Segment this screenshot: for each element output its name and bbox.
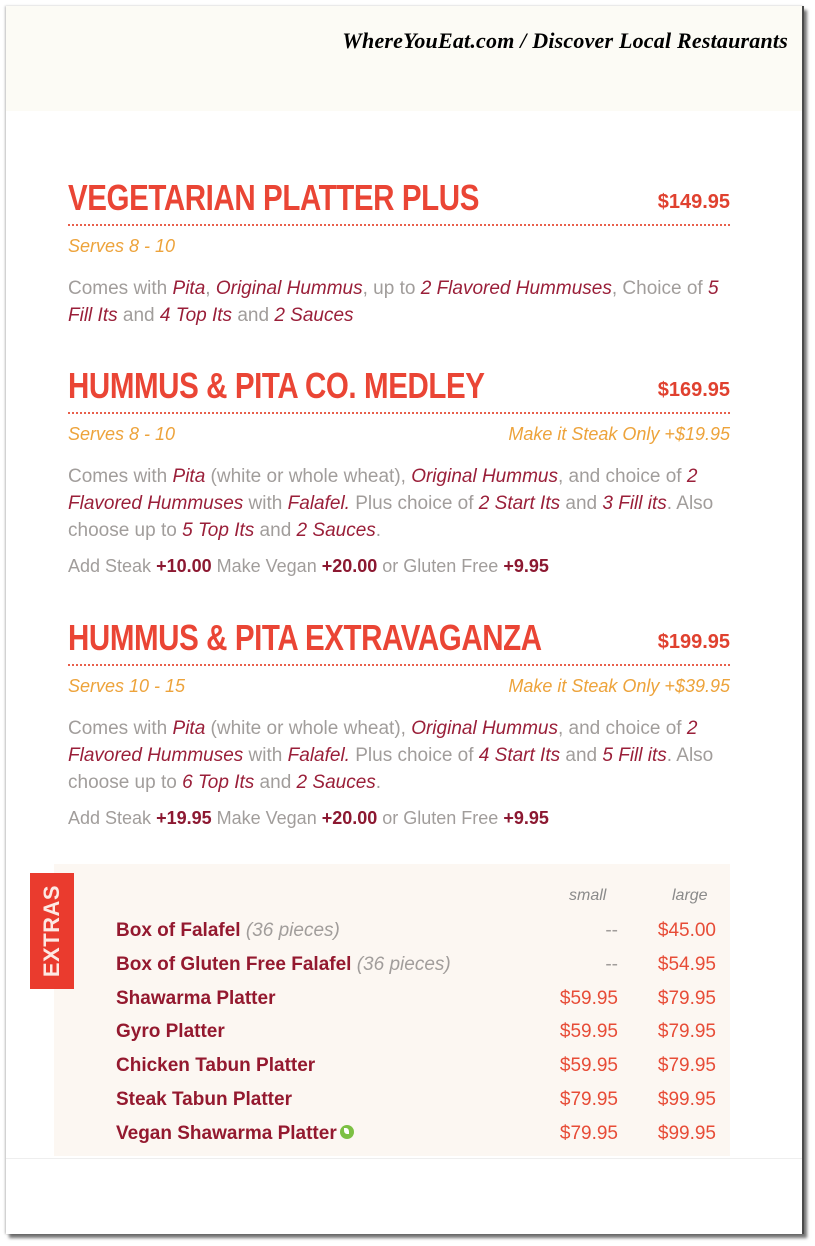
description-text: and xyxy=(254,520,297,541)
section-price: $199.95 xyxy=(657,631,730,653)
highlighted-term: 2 Sauces xyxy=(296,772,376,793)
item-note: (36 pieces) xyxy=(356,953,451,975)
item-name-text: Vegan Shawarma Platter xyxy=(116,1122,337,1144)
item-note: (36 pieces) xyxy=(245,920,340,941)
extras-item-row xyxy=(116,1021,716,1055)
price-large: $54.95 xyxy=(657,953,716,975)
description-text: , xyxy=(205,278,216,299)
addon-steak-label: Add Steak xyxy=(68,808,157,828)
highlighted-term: 2 Start Its xyxy=(478,493,561,514)
description-text: . xyxy=(375,772,382,793)
price-small: -- xyxy=(605,953,618,975)
price-large: $79.95 xyxy=(657,987,716,1009)
menu-section-vegetarian-platter xyxy=(68,178,730,329)
steak-option: Make it Steak Only +$19.95 xyxy=(508,424,730,444)
highlighted-term: Original Hummus xyxy=(215,278,363,299)
addon-gf-label: or Gluten Free xyxy=(377,556,504,576)
serves-label: Serves 10 - 15 xyxy=(68,676,186,696)
section-title: HUMMUS & PITA CO. MEDLEY xyxy=(68,365,485,406)
description-text: , and choice of xyxy=(557,466,687,487)
highlighted-term: 5 Top Its xyxy=(182,520,255,541)
highlighted-term: Falafel. xyxy=(287,493,350,514)
addon-vegan-price: +20.00 xyxy=(321,808,378,828)
item-name-text: Box of Gluten Free Falafel xyxy=(116,953,352,975)
serves-label: Serves 8 - 10 xyxy=(68,424,176,444)
description-text: with xyxy=(243,493,288,514)
highlighted-term: Pita xyxy=(172,718,206,739)
extras-item-name xyxy=(116,920,340,942)
addon-steak-price: +19.95 xyxy=(156,808,212,828)
description-text: and xyxy=(560,493,603,514)
description-text: with xyxy=(243,745,288,766)
extras-item-row xyxy=(116,1055,716,1089)
addon-steak-price: +10.00 xyxy=(156,556,212,576)
section-description xyxy=(68,275,730,329)
description-text: . Also choose up to xyxy=(68,745,714,793)
description-text: and xyxy=(232,305,275,326)
description-text: . Also choose up to xyxy=(68,493,714,541)
section-description xyxy=(68,715,730,796)
extras-item-name xyxy=(116,1021,225,1043)
highlighted-term: 4 Top Its xyxy=(159,305,233,326)
section-price: $149.95 xyxy=(657,191,730,213)
extras-tab-label: EXTRAS xyxy=(39,884,64,978)
highlighted-term: 2 Sauces xyxy=(296,520,376,541)
menu-section-medley xyxy=(68,366,730,577)
vegan-leaf-icon xyxy=(340,1125,354,1139)
item-name-text: Steak Tabun Platter xyxy=(116,1089,292,1110)
highlighted-term: 6 Top Its xyxy=(182,772,255,793)
highlighted-term: Pita xyxy=(172,466,206,487)
description-text: , and choice of xyxy=(557,718,687,739)
highlighted-term: Pita xyxy=(172,278,206,299)
description-text: , up to xyxy=(362,278,421,299)
description-text: (white or whole wheat), xyxy=(205,718,412,739)
price-large: $79.95 xyxy=(657,1021,716,1043)
addon-vegan-label: Make Vegan xyxy=(211,808,322,828)
bottom-divider xyxy=(6,1158,802,1159)
addon-gf-price: +9.95 xyxy=(503,556,549,576)
addon-vegan-label: Make Vegan xyxy=(211,556,322,576)
section-price: $169.95 xyxy=(657,379,730,401)
description-text: Comes with xyxy=(68,718,173,739)
price-small: $79.95 xyxy=(559,1122,618,1144)
dotted-divider xyxy=(68,664,730,666)
highlighted-term: 5 Fill its xyxy=(602,745,667,766)
price-small: -- xyxy=(605,920,618,941)
highlighted-term: 2 Flavored Hummuses xyxy=(420,278,612,299)
extras-item-name xyxy=(116,954,451,976)
description-text: Plus choice of xyxy=(349,493,479,514)
price-small: $59.95 xyxy=(559,987,618,1009)
extras-item-row xyxy=(116,954,716,988)
extras-item-name xyxy=(116,1055,315,1077)
price-large: $99.95 xyxy=(657,1089,716,1110)
column-header-small: small xyxy=(569,887,607,904)
description-text: and xyxy=(254,772,297,793)
menu-section-extravaganza xyxy=(68,618,730,829)
highlighted-term: Original Hummus xyxy=(411,718,558,739)
description-text: Comes with xyxy=(68,466,173,487)
item-name-text: Box of Falafel xyxy=(116,920,241,941)
description-text: (white or whole wheat), xyxy=(205,466,412,487)
extras-item-name xyxy=(116,988,275,1010)
price-large: $45.00 xyxy=(657,920,716,941)
highlighted-term: 2 Flavored Hummuses xyxy=(68,718,698,766)
extras-item-row xyxy=(116,988,716,1022)
menu-page xyxy=(6,6,804,1234)
extras-tab xyxy=(30,873,74,989)
addon-options xyxy=(68,556,730,577)
price-large: $79.95 xyxy=(657,1055,716,1077)
highlighted-term: 2 Sauces xyxy=(274,305,354,326)
description-text: Plus choice of xyxy=(349,745,479,766)
description-text: . xyxy=(375,520,382,541)
section-title: VEGETARIAN PLATTER PLUS xyxy=(68,177,479,218)
dotted-divider xyxy=(68,224,730,226)
dotted-divider xyxy=(68,412,730,414)
price-large: $99.95 xyxy=(657,1122,716,1144)
highlighted-term: 3 Fill its xyxy=(602,493,667,514)
item-name-text: Chicken Tabun Platter xyxy=(116,1055,316,1077)
addon-vegan-price: +20.00 xyxy=(321,556,378,576)
extras-item-row xyxy=(116,1123,716,1157)
highlighted-term: Falafel. xyxy=(287,745,350,766)
addon-options xyxy=(68,808,730,829)
description-text: , Choice of xyxy=(611,278,708,299)
item-name-text: Shawarma Platter xyxy=(116,987,276,1009)
highlighted-term: Original Hummus xyxy=(411,466,558,487)
description-text: Comes with xyxy=(68,278,173,299)
steak-option: Make it Steak Only +$39.95 xyxy=(508,676,730,696)
extras-item-name xyxy=(116,1089,292,1111)
extras-item-row xyxy=(116,920,716,954)
addon-steak-label: Add Steak xyxy=(68,556,157,576)
column-header-large: large xyxy=(672,887,708,904)
extras-item-name xyxy=(116,1123,354,1145)
watermark: WhereYouEat.com / Discover Local Restaurants xyxy=(342,28,788,53)
description-text: and xyxy=(560,745,603,766)
extras-item-row xyxy=(116,1089,716,1123)
price-small: $59.95 xyxy=(559,1021,618,1043)
serves-label: Serves 8 - 10 xyxy=(68,236,176,256)
header-band xyxy=(6,6,802,111)
section-title: HUMMUS & PITA EXTRAVAGANZA xyxy=(68,617,542,658)
addon-gf-label: or Gluten Free xyxy=(377,808,504,828)
highlighted-term: 2 Flavored Hummuses xyxy=(68,466,698,514)
description-text: and xyxy=(117,305,160,326)
price-small: $59.95 xyxy=(559,1055,618,1077)
item-name-text: Gyro Platter xyxy=(116,1021,225,1043)
price-small: $79.95 xyxy=(559,1089,618,1110)
addon-gf-price: +9.95 xyxy=(503,808,549,828)
section-description xyxy=(68,463,730,544)
highlighted-term: 4 Start Its xyxy=(478,745,561,766)
highlighted-term: 5 Fill Its xyxy=(68,278,719,326)
